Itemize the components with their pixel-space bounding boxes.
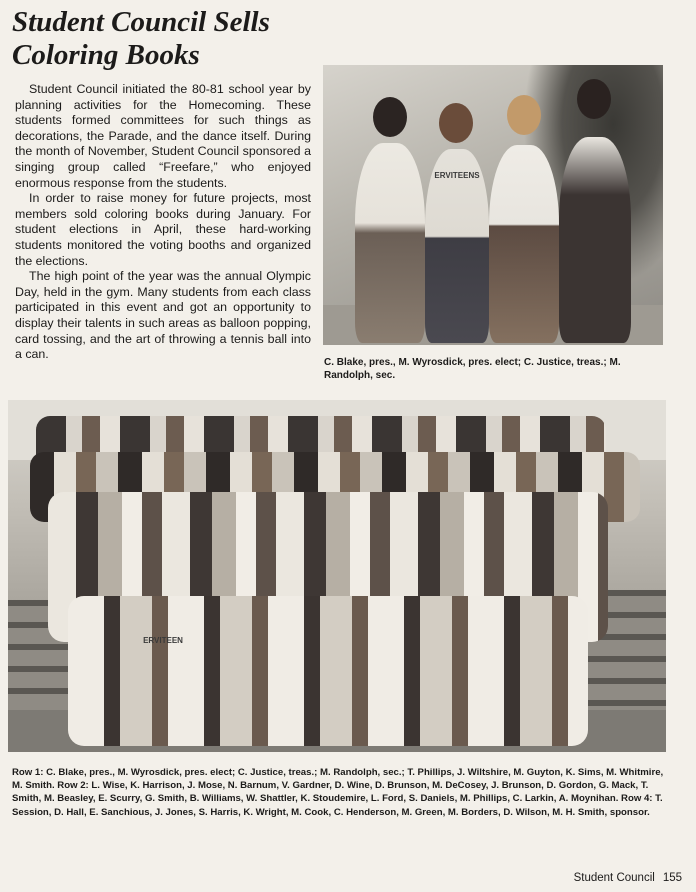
- officer-4-head: [577, 79, 611, 119]
- officer-1: [355, 143, 425, 343]
- paragraph-3: The high point of the year was the annual Olympic Day, held in the gym. Many students from each class participated in this event and got an opportunity to display their talents in such areas as balloon popping, card tossing, and the art of throwing a tennis ball into a can.: [15, 269, 311, 362]
- footer-section: Student Council: [573, 872, 655, 884]
- paragraph-2: In order to raise money for future projects, most members sold coloring books during January. For student elections in April, these hard-working students monitored the voting booths and organized the elections.: [15, 191, 311, 268]
- group-photo: [8, 400, 666, 752]
- officer-1-head: [373, 97, 407, 137]
- officer-3: [489, 145, 559, 343]
- group-caption: Row 1: C. Blake, pres., M. Wyrosdick, pres. elect; C. Justice, treas.; M. Randolph, sec.; T. Phillips, J. Wiltshire, M. Guyton, K. Sims, M. Whitmire, M. Smith. Row 2: L. Wise, K. Harrison, J. Mose, N. Barnum, V. Gardner, D. Wine, D. Brunson, M. DeCosey, J. Brunson, D. Gordon, G. Mack, T. Smith, M. Beasley, E. Scurry, G. Smith, B. Williams, W. Shattler, K. Stoudemire, L. Ford, S. Daniels, M. Phillips, C. Larkin, A. Moynihan. Row 4: T. Session, D. Hall, E. Sanchious, J. Jones, S. Harris, K. Wright, M. Cook, C. Henderson, M. Green, M. Borders, D. Wilson, M. H. Smith, sponsor.: [12, 767, 664, 818]
- officers-caption: C. Blake, pres., M. Wyrosdick, pres. elect; C. Justice, treas.; M. Randolph, sec.: [324, 357, 621, 381]
- group-shirt-text: ERVITEEN: [143, 636, 183, 645]
- headline: Student Council Sells Coloring Books: [12, 6, 270, 71]
- article-body: [15, 82, 311, 363]
- officer-3-head: [507, 95, 541, 135]
- row-1: [68, 596, 588, 746]
- page-footer: [566, 872, 682, 884]
- page-number: 155: [662, 872, 682, 884]
- officers-photo: [323, 65, 663, 345]
- officer-2-head: [439, 103, 473, 143]
- officer-shirt-text: ERVITEENS: [434, 171, 480, 180]
- officer-4: [559, 137, 631, 343]
- paragraph-1: Student Council initiated the 80-81 school year by planning activities for the Homecoming. These students formed committees for such things as decorations, the Parade, and the dance itself. During the month of November, Student Council sponsored a singing group called “Freefare,” who enjoyed enormous response from the students.: [15, 82, 311, 190]
